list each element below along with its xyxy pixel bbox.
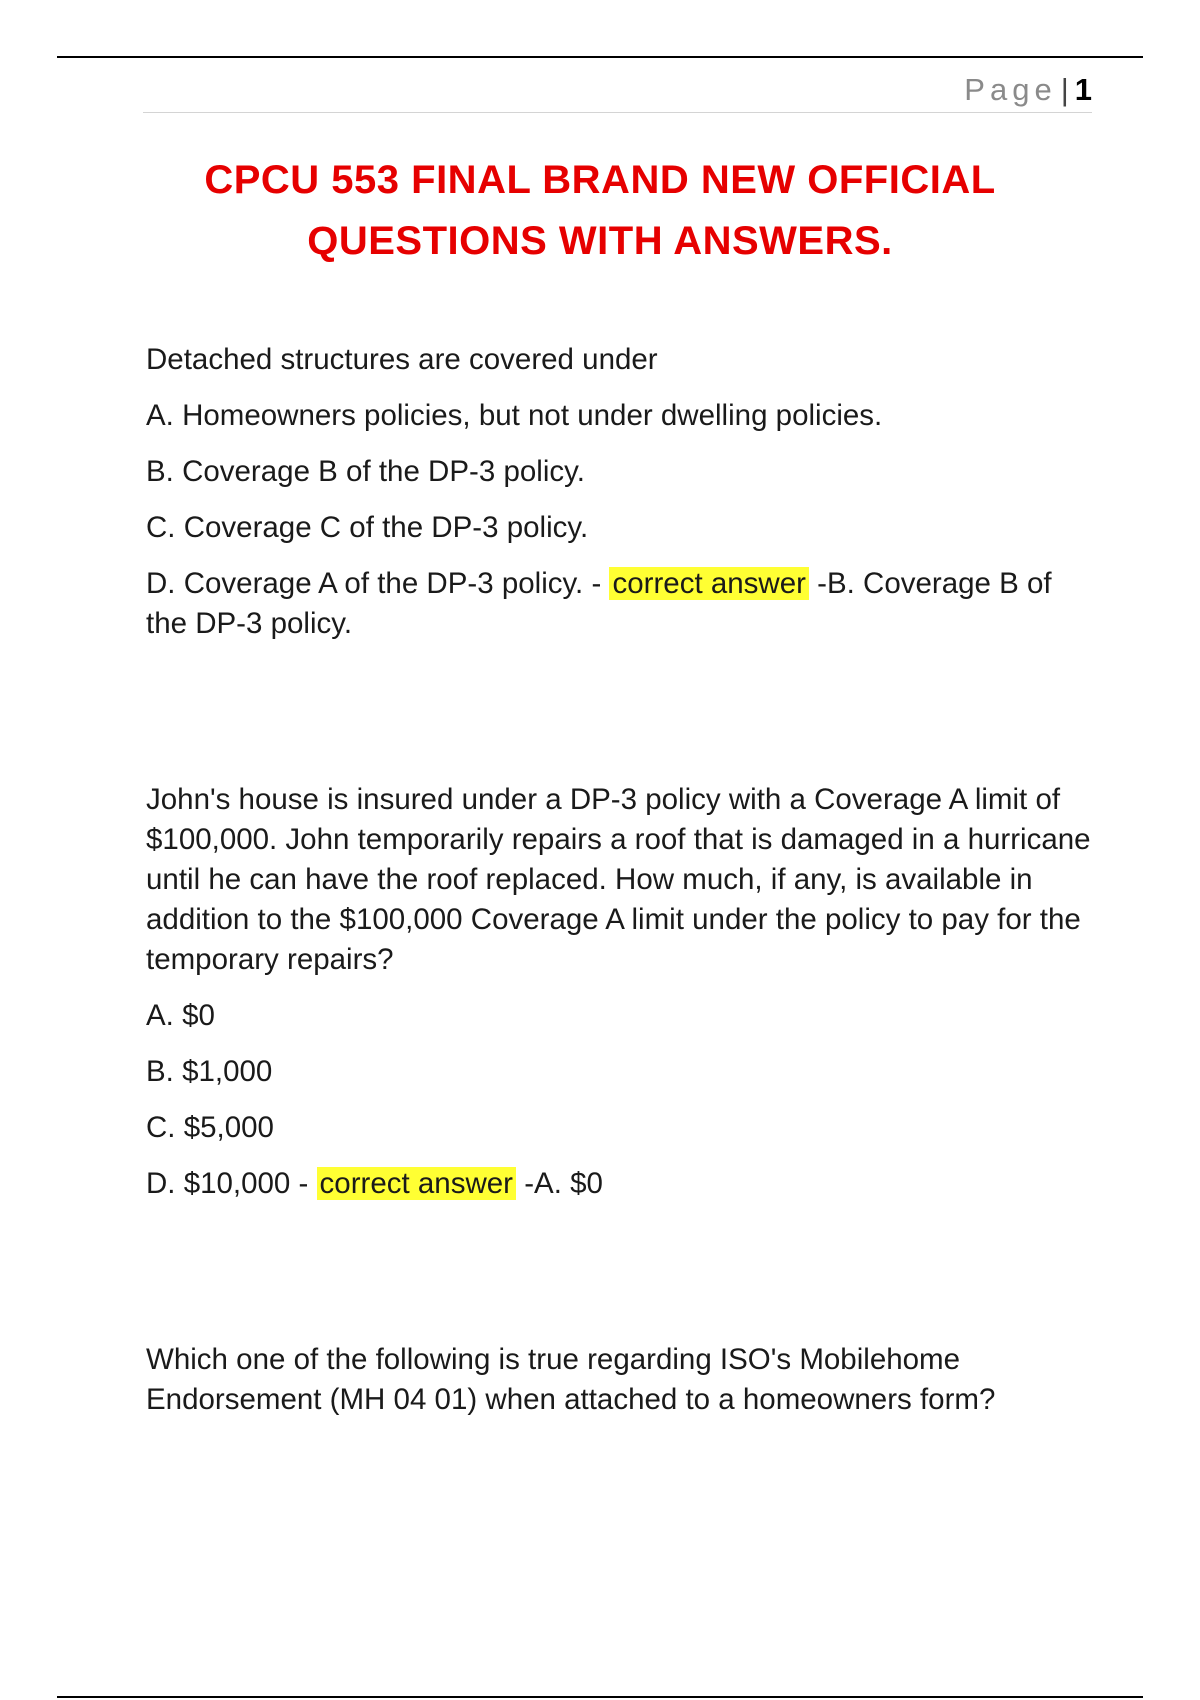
question-3-text: Which one of the following is true regarding ISO's Mobilehome Endorsement (MH 04 01) when attached to a homeowners form? <box>146 1343 996 1416</box>
correct-answer-highlight: correct answer <box>609 567 808 600</box>
question-2 <box>146 780 1092 1204</box>
correct-answer-highlight: correct answer <box>317 1167 516 1200</box>
question-1-option-a: A. Homeowners policies, but not under dwelling policies. <box>146 399 883 432</box>
question-3 <box>146 1340 1092 1420</box>
title-line-2: QUESTIONS WITH ANSWERS. <box>307 219 893 263</box>
question-2-option-d: D. $10,000 - <box>146 1167 317 1200</box>
question-2-text: John's house is insured under a DP-3 policy with a Coverage A limit of $100,000. John temporarily repairs a roof that is damaged in a hurricane until he can have the roof replaced. How much, if any, is available in addition to the $100,000 Coverage A limit under the policy to pay for the temporary repairs? <box>146 783 1091 976</box>
question-1-option-c: C. Coverage C of the DP-3 policy. <box>146 511 589 544</box>
question-2-option-a: A. $0 <box>146 999 215 1032</box>
document-title <box>100 150 1100 272</box>
question-list <box>146 340 1092 1436</box>
question-2-option-b: B. $1,000 <box>146 1055 273 1088</box>
spacer <box>146 1204 1092 1340</box>
question-1-option-d: D. Coverage A of the DP-3 policy. - <box>146 567 610 600</box>
spacer <box>146 644 1092 780</box>
page-header <box>143 68 1092 113</box>
title-line-1: CPCU 553 FINAL BRAND NEW OFFICIAL <box>204 158 996 202</box>
question-2-answer: -A. $0 <box>516 1167 603 1200</box>
question-1-option-d-with-answer <box>146 564 1092 644</box>
question-1-text: Detached structures are covered under <box>146 343 658 376</box>
question-2-option-c: C. $5,000 <box>146 1111 274 1144</box>
bottom-rule <box>57 1696 1143 1698</box>
question-1 <box>146 340 1092 644</box>
page-separator: | <box>1060 72 1069 107</box>
top-rule <box>57 56 1143 58</box>
page-label: Page <box>964 72 1057 107</box>
question-1-answer: -B. Coverage B of the DP-3 policy. <box>146 567 1052 640</box>
question-2-option-d-with-answer <box>146 1164 1092 1204</box>
question-1-option-b: B. Coverage B of the DP-3 policy. <box>146 455 585 488</box>
page-number: 1 <box>1074 72 1092 107</box>
